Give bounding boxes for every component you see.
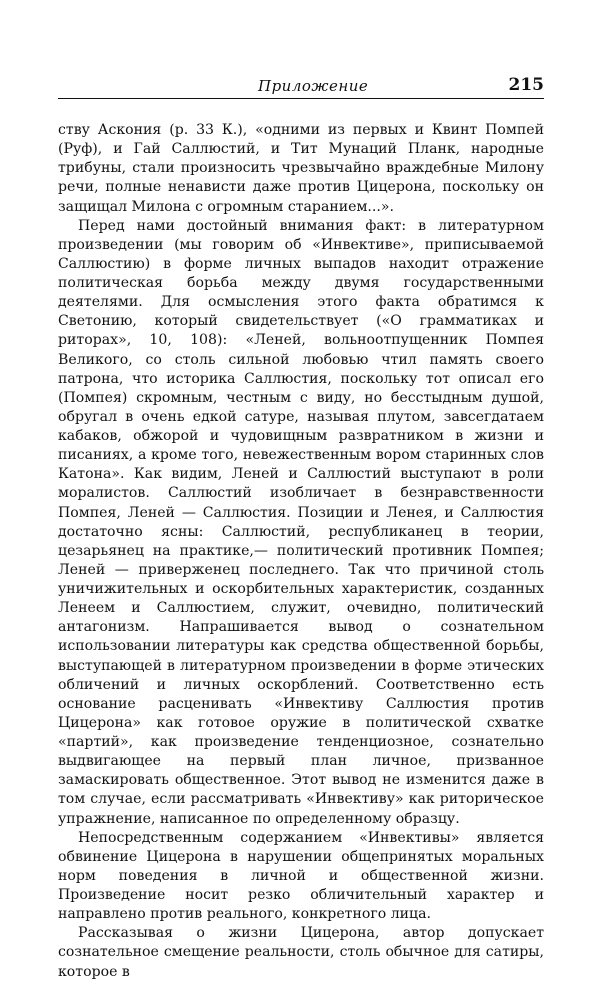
paragraph: Перед нами достойный внимания факт: в литературном произведении (мы говорим об «Инвективе», приписываемой Саллюстию) в форме личных выпадов находит отражение политическая борьба между двумя государственными деятелями. Для осмысления этого факта обратимся к Светонию, который свидетельствует («О грамматиках и риторах», 10, 108): «Леней, вольноотпущенник Помпея Великого, со столь сильной любовью чтил память своего патрона, что историка Саллюстия, поскольку тот описал его (Помпея) скромным, честным с виду, но бесстыдным душой, обругал в очень едкой сатуре, называя плутом, завсегдатаем кабаков, обжорой и чудовищным развратником в жизни и писаниях, а кроме того, невежественным вором старинных слов Катона». Как видим, Леней и Саллюстий выступают в роли моралистов. Саллюстий изобличает в безнравственности Помпея, Леней — Саллюстия. Позиции и Ленея, и Саллюстия достаточно ясны: Саллюстий, республиканец в теории, цезарьянец на практике,— политический противник Помпея; Леней — приверженец последнего. Так что причиной столь уничижительных и оскорбительных характеристик, созданных Ленеем и Саллюстием, служит, очевидно, политический антагонизм. Напрашивается вывод о сознательном использовании литературы как средства общественной борьбы, выступающей в литературном произведении в форме этических обличений и личных оскорблений. Соответственно есть основание расценивать «Инвективу Саллюстия против Цицерона» как готовое оружие в политической схватке «партий», как произведение тенденциозное, сознательно выдвигающее на первый план личное, призванное замаскировать общественное. Этот вывод не изменится даже в том случае, если рассматривать «Инвективу» как риторическое упражнение, написанное по определенному образцу.: [58, 217, 544, 827]
running-header-title: Приложение: [258, 77, 369, 95]
page-number: 215: [508, 75, 544, 95]
running-header: [58, 74, 544, 98]
body-text: [58, 121, 544, 982]
paragraph: Непосредственным содержанием «Инвективы» является обвинение Цицерона в нарушении общепринятых моральных норм поведения в личной и общественной жизни. Произведение носит резко обличительный характер и направлено против реального, конкретного лица.: [58, 829, 544, 923]
header-rule: [58, 98, 544, 99]
paragraph-continued: ству Аскония (р. 33 К.), «одними из первых и Квинт Помпей (Руф), и Гай Саллюстий, и Тит Мунаций Планк, народные трибуны, стали произносить чрезвычайно враждебные Милону речи, полные ненависти даже против Цицерона, поскольку он защищал Милона с огромным старанием...».: [58, 122, 544, 215]
paragraph: Рассказывая о жизни Цицерона, автор допускает сознательное смещение реальности, столь обычное для сатиры, которое в: [58, 925, 544, 980]
